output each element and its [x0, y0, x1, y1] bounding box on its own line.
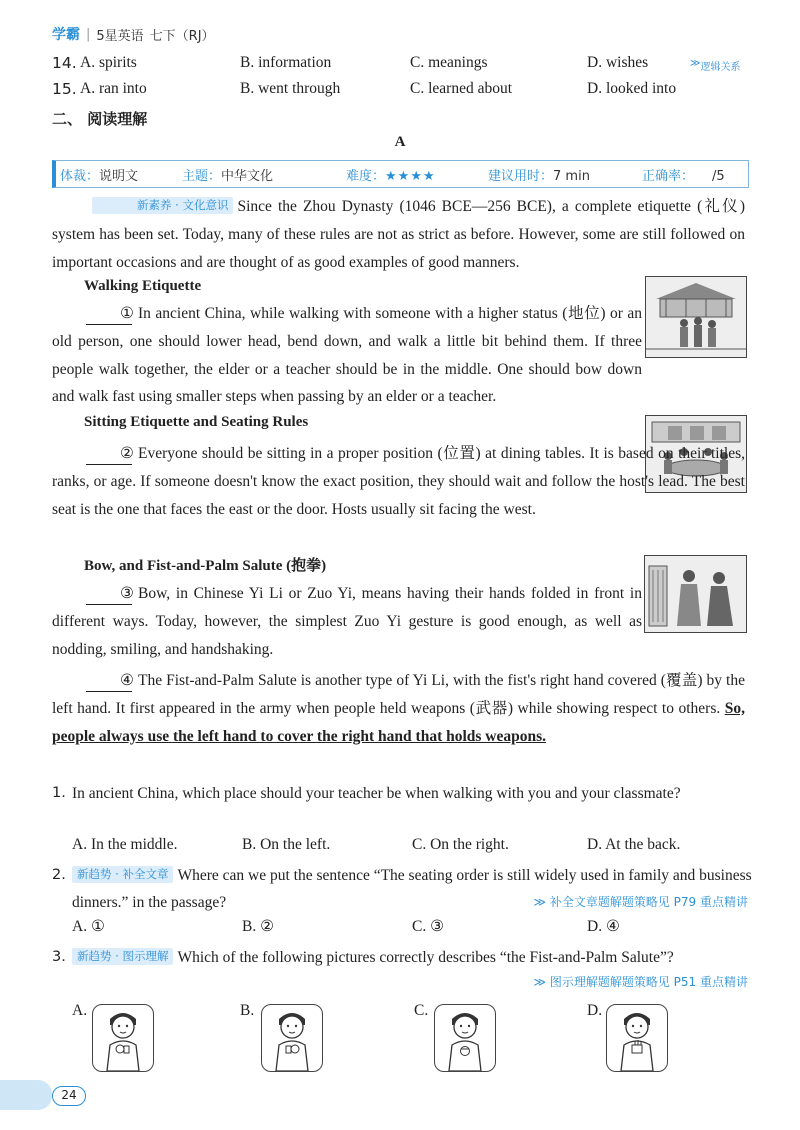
q1-options: [52, 836, 752, 858]
blank-2: ②: [86, 444, 132, 465]
page-header: 学霸 | 5星英语 七下（RJ）: [52, 24, 215, 44]
heading-bow: Bow, and Fist-and-Palm Salute (抱拳): [84, 558, 327, 574]
brand-logo: 学霸: [52, 27, 80, 43]
q2-options: [52, 917, 752, 939]
logic-tag: ≫ 逻辑关系: [690, 58, 741, 73]
q1-option-b[interactable]: B. On the left.: [242, 836, 331, 853]
q3-strategy-hint: ≫ 图示理解题解题策略见 P51 重点精讲: [533, 975, 748, 989]
heading-walking: Walking Etiquette: [84, 278, 202, 294]
passage-letter: A: [394, 134, 406, 150]
trend-tag-fill: 新趋势 · 补全文章: [72, 866, 173, 883]
blank-1: ①: [86, 304, 132, 325]
q3-picture-d[interactable]: [606, 1004, 668, 1072]
q3-picture-a[interactable]: [92, 1004, 154, 1072]
walking-paragraph: ① In ancient China, while walking with someone with a higher status (地位) or an old person, one should lower head, bend down, and walk a little bit behind them. If three people walk together, the elder or a teacher should be in the middle. One should bow down and walk fast using smaller steps when passing by an elder or a teacher.: [52, 305, 642, 406]
blank-4: ④: [86, 671, 132, 692]
intro-paragraph: 新素养 · 文化意识 Since the Zhou Dynasty (1046 BCE—256 BCE), a complete etiquette (礼仪) system has been set. Today, many of these rules are not as strict as before. However, some are still followed on important occasions and are thought of as good examples of good manners.: [52, 198, 745, 271]
q3-option-b[interactable]: B.: [240, 1002, 255, 1019]
bow-paragraph: ③ Bow, in Chinese Yi Li or Zuo Yi, means having their hands folded in front in different ways. Today, however, the simplest Zuo Yi gesture is good enough, as well as nodding, smiling, and handshaking.: [52, 585, 642, 658]
literacy-tag: 新素养 · 文化意识: [92, 197, 233, 214]
key-sentence: So, people always use the left hand to cover the right hand that holds weapons.: [52, 699, 745, 745]
page-number: 24: [52, 1086, 86, 1106]
q3-option-d[interactable]: D.: [587, 1002, 603, 1019]
sitting-paragraph: ② Everyone should be sitting in a proper position (位置) at dining tables. It is based on their titles, ranks, or age. If someone doesn't know the exact position, they should wait and follow the host's lead. The best seat is the one that faces the east or the door. Hosts usually sit facing the west.: [52, 445, 745, 518]
question-2: 2. 新趋势 · 补全文章 Where can we put the sentence “The seating order is still widely used in family and business dinners.” in the passage?: [52, 867, 752, 911]
q1-option-c[interactable]: C. On the right.: [412, 836, 509, 853]
bow-illustration: [644, 555, 747, 633]
info-bar: 体裁：说明文 主题：中华文化 难度：★★★★ 建议用时：7 min 正确率： /5: [52, 160, 749, 188]
trend-tag-diagram: 新趋势 · 图示理解: [72, 948, 173, 965]
question-3: 3. 新趋势 · 图示理解 Which of the following pictures correctly describes “the Fist-and-Palm Salute”?: [52, 949, 674, 966]
option-row-15: 15. A. ran into B. went through C. learned about D. looked into: [52, 80, 677, 98]
series-label: 5星英语: [96, 28, 144, 44]
q2-option-b[interactable]: B. ②: [242, 918, 274, 935]
difficulty-stars: ★★★★: [385, 168, 436, 184]
q2-strategy-hint: ≫ 补全文章题解题策略见 P79 重点精讲: [533, 895, 748, 909]
section-title: 二、 阅读理解: [52, 110, 148, 128]
q3-picture-c[interactable]: [434, 1004, 496, 1072]
salute-paragraph: ④ The Fist-and-Palm Salute is another type of Yi Li, with the fist's right hand covered (覆盖) by the left hand. It first appeared in the army when people held weapons (武器) while showing respect to others. So, people always use the left hand to cover the right hand that holds weapons.: [52, 672, 745, 745]
page-strip: [0, 1080, 52, 1110]
question-1: 1. In ancient China, which place should your teacher be when walking with you and your classmate?: [52, 785, 681, 802]
q1-option-d[interactable]: D. At the back.: [587, 836, 681, 853]
option-row-14: 14. A. spirits B. information C. meanings D. wishes ≫ 逻辑关系: [52, 54, 741, 73]
blank-3: ③: [86, 584, 132, 605]
q3-option-a[interactable]: A.: [72, 1002, 88, 1019]
q2-option-a[interactable]: A. ①: [72, 918, 105, 935]
q3-option-c[interactable]: C.: [414, 1002, 429, 1019]
grade-label: 七下（RJ）: [149, 28, 215, 44]
q1-option-a[interactable]: A. In the middle.: [72, 836, 178, 853]
heading-sitting: Sitting Etiquette and Seating Rules: [84, 414, 309, 430]
q2-option-c[interactable]: C. ③: [412, 918, 444, 935]
q2-option-d[interactable]: D. ④: [587, 918, 620, 935]
walking-illustration: [645, 276, 747, 358]
q3-picture-b[interactable]: [261, 1004, 323, 1072]
